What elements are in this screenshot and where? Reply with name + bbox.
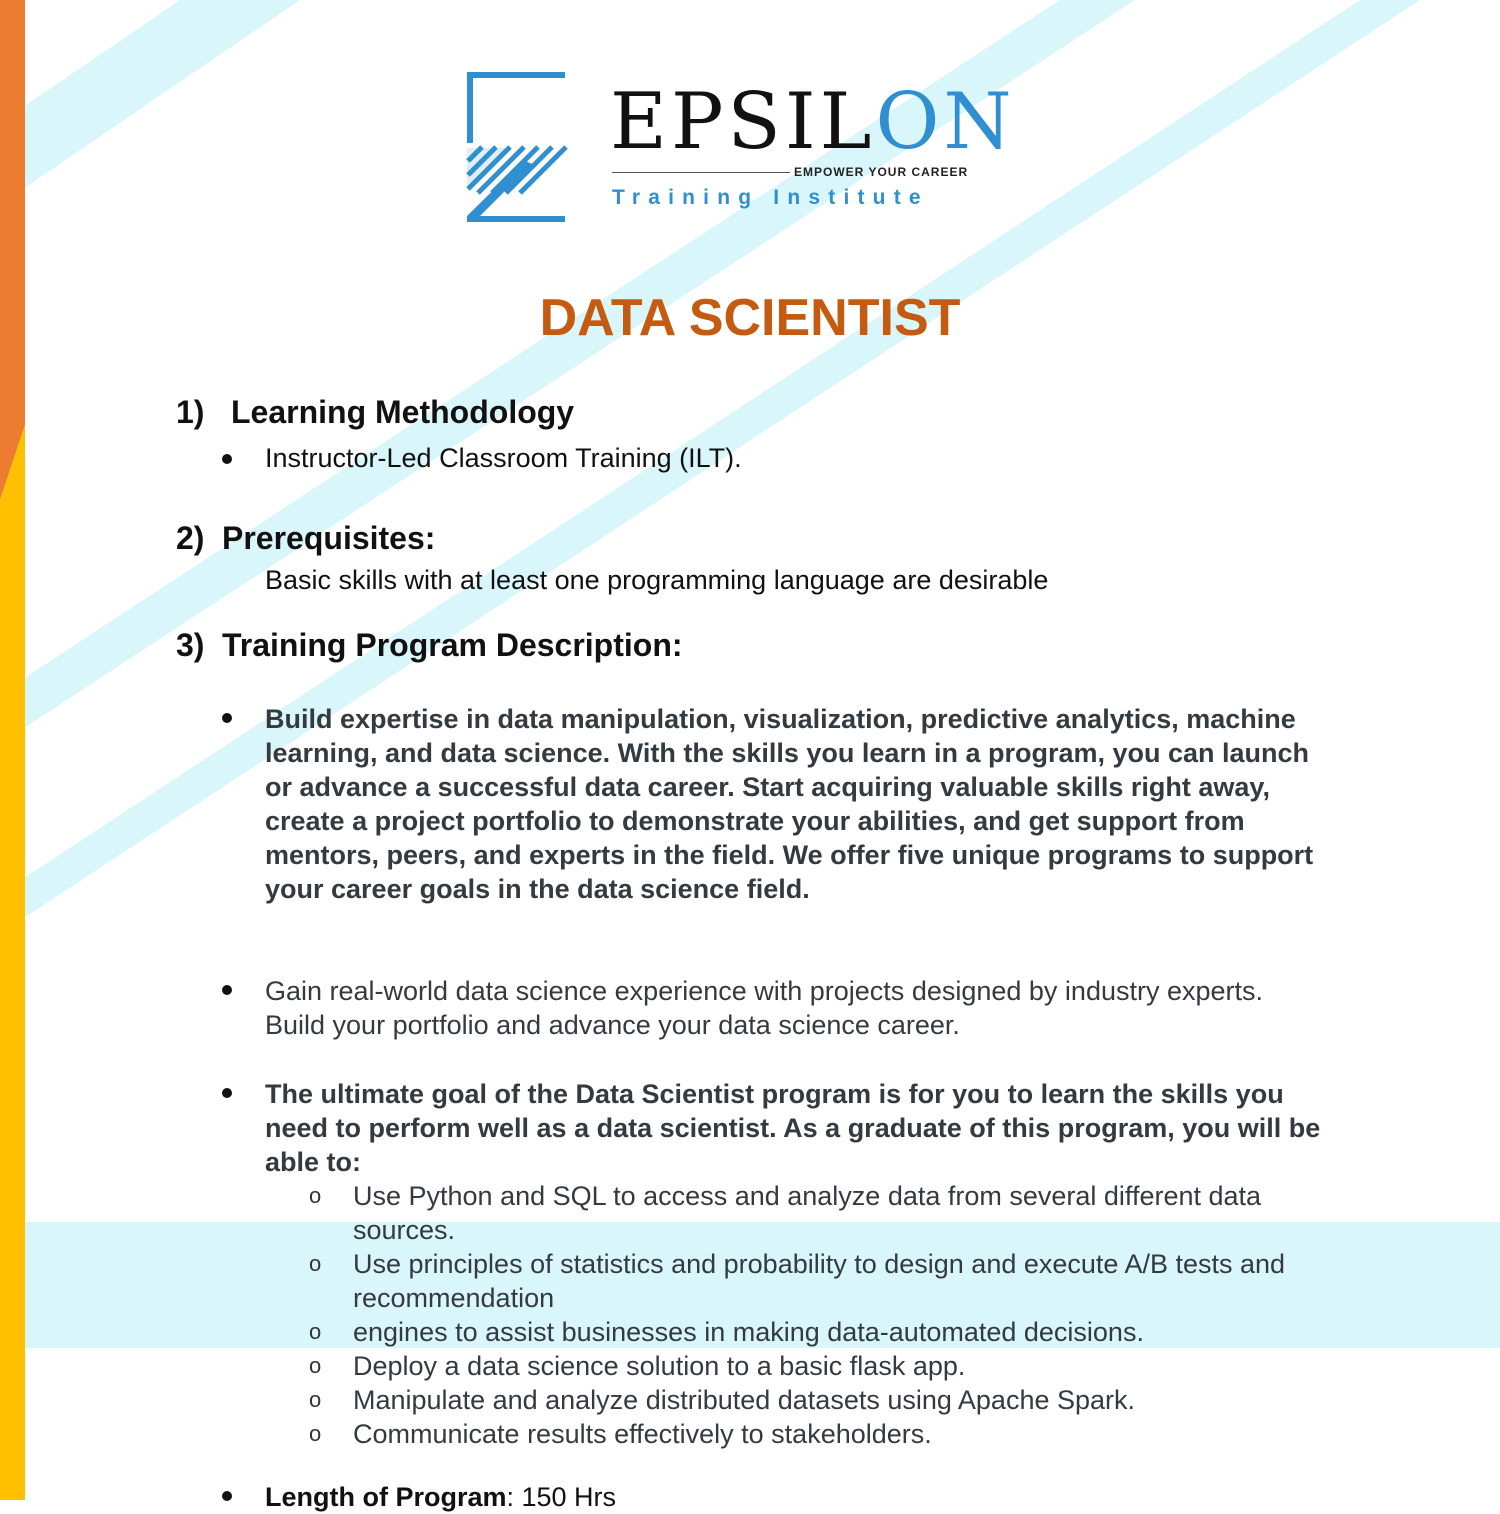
bullet-dot	[222, 713, 232, 723]
sub-list-item: o Communicate results effectively to stakeholders.	[309, 1419, 932, 1449]
sub-list-item: o Deploy a data science solution to a basic flask app.	[309, 1351, 966, 1381]
logo-wordmark: EPSILON	[610, 77, 1016, 167]
description-bullet: Gain real-world data science experience with projects designed by industry experts. Build your portfolio and advance your data science career.	[265, 974, 1325, 1042]
program-length-value: : 150 Hrs	[506, 1482, 617, 1512]
section-heading-prerequisites: 2) Prerequisites:	[176, 520, 436, 556]
hollow-bullet-icon: o	[309, 1251, 322, 1276]
hollow-bullet-icon: o	[309, 1353, 322, 1378]
brand-logo	[464, 68, 1016, 228]
epsilon-logo-icon	[464, 68, 570, 224]
section-heading-description: 3) Training Program Description:	[176, 627, 683, 663]
page-title: DATA SCIENTIST	[539, 289, 961, 347]
bullet-dot	[222, 1088, 232, 1098]
logo-subtitle: Training Institute	[612, 186, 929, 209]
program-length-label: Length of Program	[265, 1482, 507, 1512]
hollow-bullet-icon: o	[309, 1183, 322, 1208]
prerequisites-text: Basic skills with at least one programming language are desirable	[265, 565, 1049, 595]
description-bullet: The ultimate goal of the Data Scientist program is for you to learn the skills you need to perform well as a data scientist. As a graduate of this program, you will be able to:	[265, 1077, 1325, 1179]
hollow-bullet-icon: o	[309, 1387, 322, 1412]
logo-tagline: EMPOWER YOUR CAREER	[794, 165, 969, 179]
hollow-bullet-icon: o	[309, 1319, 322, 1344]
sub-list-item: o Use principles of statistics and probability to design and execute A/B tests and recommendation	[309, 1249, 1286, 1313]
section-heading-methodology: 1) Learning Methodology	[176, 394, 575, 430]
bullet-dot	[222, 454, 232, 464]
methodology-item: Instructor-Led Classroom Training (ILT).	[265, 443, 742, 474]
skills-sub-list	[309, 1179, 1333, 1451]
sub-list-item: o Manipulate and analyze distributed datasets using Apache Spark.	[309, 1385, 1136, 1415]
description-bullet: Build expertise in data manipulation, visualization, predictive analytics, machine learning, and data science. With the skills you learn in a program, you can launch or advance a successful data career. Start acquiring valuable skills right away, create a project portfolio to demonstrate your abilities, and get support from mentors, peers, and experts in the field. We offer five unique programs to support your career goals in the data science field.	[265, 702, 1325, 906]
hollow-bullet-icon: o	[309, 1421, 322, 1446]
program-length	[265, 1480, 1325, 1514]
bullet-dot	[222, 985, 232, 995]
sub-list-item: o engines to assist businesses in making data-automated decisions.	[309, 1317, 1144, 1347]
logo-divider	[612, 172, 790, 173]
sub-list-item: o Use Python and SQL to access and analyze data from several different data sources.	[309, 1181, 1262, 1245]
